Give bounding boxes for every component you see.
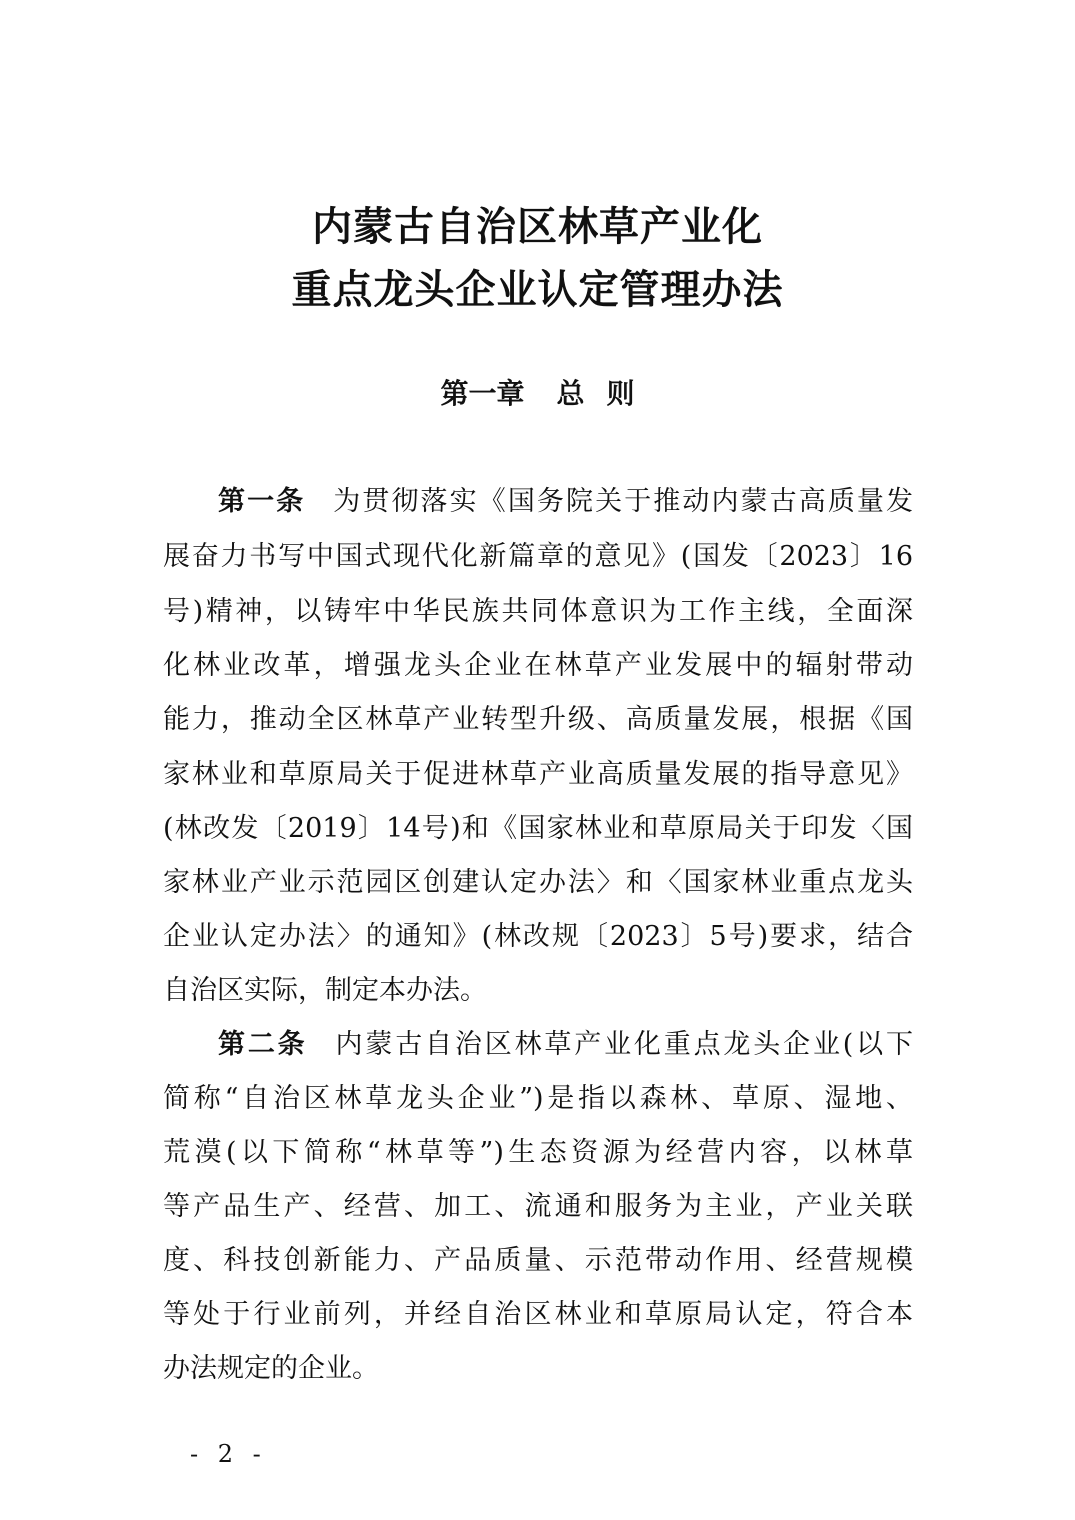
document-title-line-2: 重点龙头企业认定管理办法 bbox=[291, 267, 784, 313]
article-1-line bbox=[218, 482, 913, 522]
article-1-text: 为贯彻落实《国务院关于推动内蒙古高质量发 bbox=[333, 486, 913, 517]
article-2-line bbox=[218, 1025, 913, 1065]
article-1-label: 第一条 bbox=[218, 486, 306, 517]
article-1-line: 号)精神，以铸牢中华民族共同体意识为工作主线，全面深 bbox=[163, 596, 913, 627]
article-2-line: 等产品生产、经营、加工、流通和服务为主业，产业关联 bbox=[163, 1191, 913, 1222]
article-2-line: 荒漠(以下简称“林草等”)生态资源为经营内容，以林草 bbox=[163, 1137, 913, 1168]
article-1-line: 家林业和草原局关于促进林草产业高质量发展的指导意见》 bbox=[163, 759, 913, 790]
article-1-line: 展奋力书写中国式现代化新篇章的意见》(国发〔2023〕16 bbox=[163, 541, 913, 572]
article-2-label: 第二条 bbox=[218, 1029, 308, 1060]
article-1-line: 家林业产业示范园区创建认定办法〉和〈国家林业重点龙头 bbox=[163, 867, 913, 898]
chapter-title-char-2: 则 bbox=[606, 377, 635, 410]
chapter-number: 第一章 bbox=[440, 377, 525, 410]
article-2-line: 简称“自治区林草龙头企业”)是指以森林、草原、湿地、 bbox=[163, 1083, 913, 1114]
article-1-line: 自治区实际，制定本办法。 bbox=[163, 975, 487, 1006]
chapter-title-char-1: 总 bbox=[556, 377, 585, 410]
article-2-line: 等处于行业前列，并经自治区林业和草原局认定，符合本 bbox=[163, 1299, 913, 1330]
article-1-line: 能力，推动全区林草产业转型升级、高质量发展，根据《国 bbox=[163, 704, 913, 735]
article-1-line: (林改发〔2019〕14号)和《国家林业和草原局关于印发〈国 bbox=[163, 813, 913, 844]
chapter-heading bbox=[0, 372, 1075, 412]
document-title-line-1: 内蒙古自治区林草产业化 bbox=[312, 204, 763, 250]
article-1-line: 化林业改革，增强龙头企业在林草产业发展中的辐射带动 bbox=[163, 650, 913, 681]
article-2-line: 度、科技创新能力、产品质量、示范带动作用、经营规模 bbox=[163, 1245, 913, 1276]
page-number: - 2 - bbox=[190, 1440, 267, 1468]
article-1-line: 企业认定办法〉的通知》(林改规〔2023〕5号)要求，结合 bbox=[163, 921, 913, 952]
article-2-line: 办法规定的企业。 bbox=[163, 1353, 379, 1384]
article-2-text: 内蒙古自治区林草产业化重点龙头企业(以下 bbox=[335, 1029, 913, 1060]
